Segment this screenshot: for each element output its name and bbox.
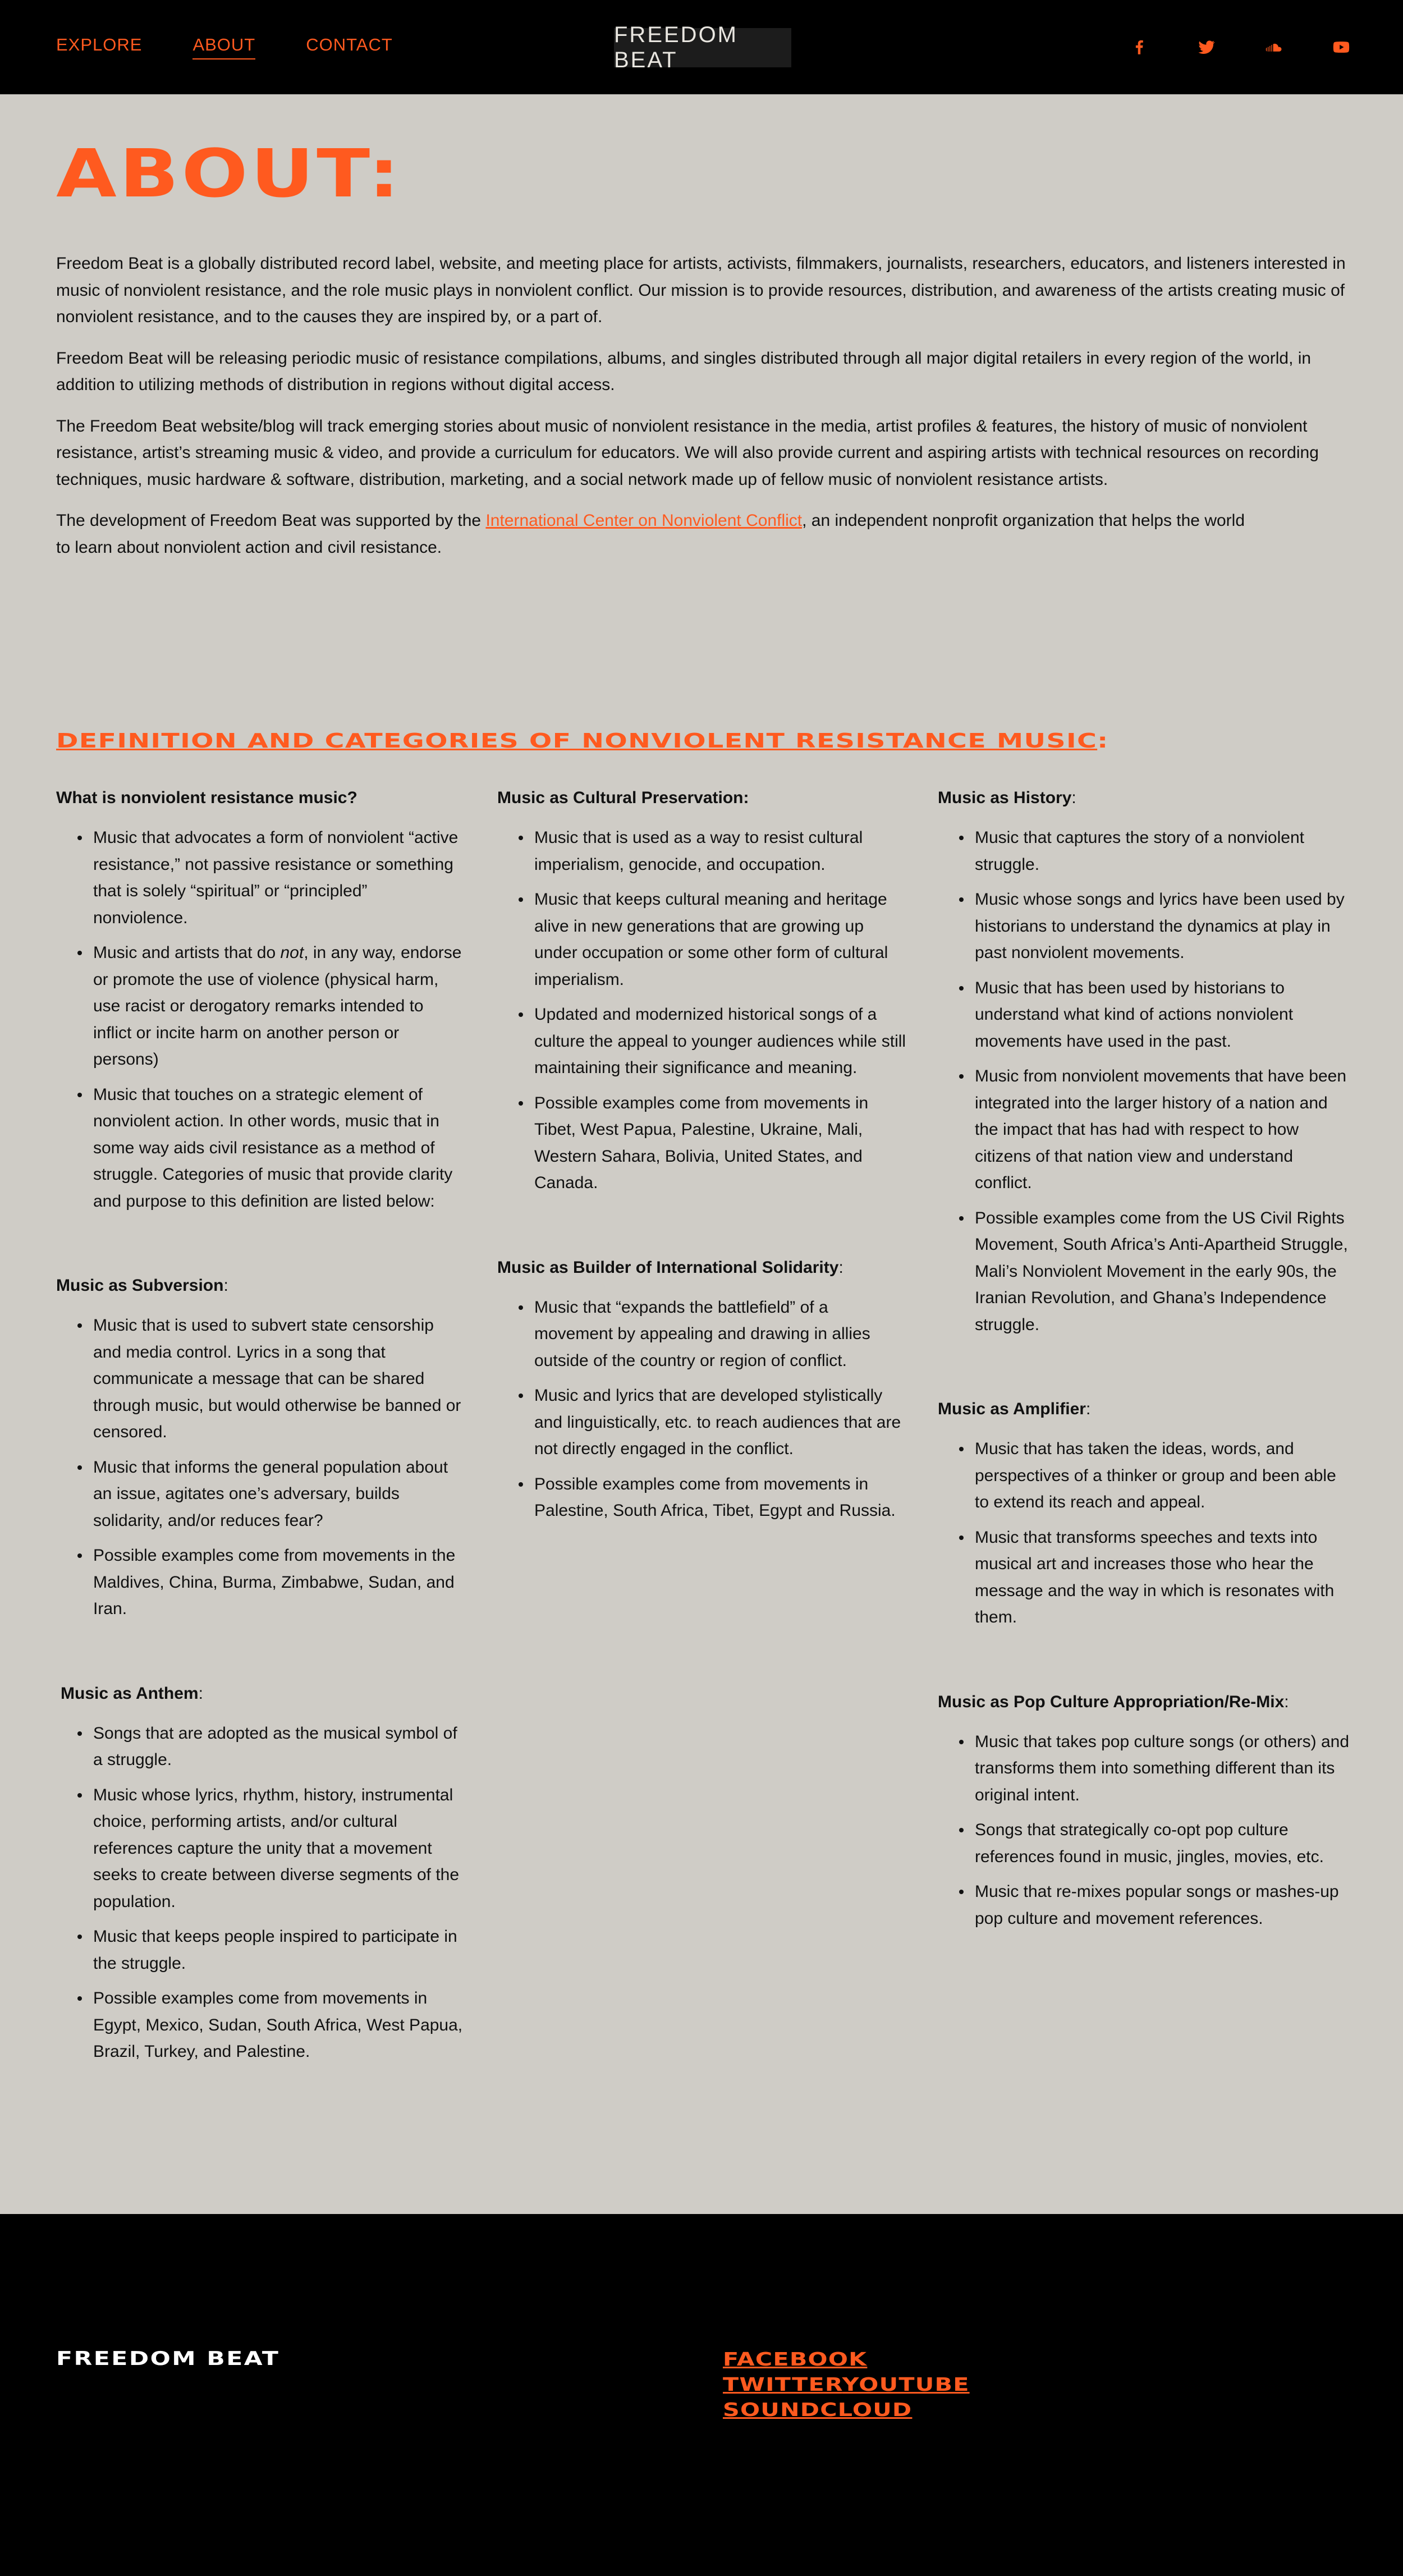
list-item: Possible examples come from movements in Egypt, Mexico, Sudan, South Africa, West Papua, Brazil, Turkey, and Palestine. — [56, 1985, 466, 2065]
p4-post: , an independent nonprofit organization that helps the world to learn about nonviolent action and civil resistance. — [56, 511, 1245, 557]
list-item: Music from nonviolent movements that have been integrated into the larger history of a nation and the impact that has had with respect to how citizens of that nation view and understand conflict. — [938, 1063, 1353, 1197]
footer-brand: FREEDOM BEAT — [56, 2348, 280, 2370]
what-title: What is nonviolent resistance music? — [56, 789, 357, 807]
amplifier-title-text: Music as Amplifier — [938, 1400, 1086, 1418]
amplifier-block — [938, 1400, 1353, 1631]
footer-twitter-link[interactable]: TWITTER — [723, 2373, 842, 2395]
amplifier-list — [938, 1436, 1353, 1631]
list-item: Music that is used to subvert state censorship and media control. Lyrics in a song that communicate a message that can be shared through music, but would otherwise be banned or censored. — [56, 1312, 466, 1446]
solidarity-block — [497, 1258, 907, 1524]
anthem-title-text: Music as Anthem — [61, 1684, 199, 1703]
list-item: Music that touches on a strategic element of nonviolent action. In other words, music that in some way aids civil resistance as a method of struggle. Categories of music that provide clarity and purpose to this definition are listed below: — [56, 1081, 466, 1215]
list-item: Music and lyrics that are developed stylistically and linguistically, etc. to reach audiences that are not directly engaged in the conflict. — [497, 1382, 907, 1463]
site-footer — [0, 2214, 1403, 2576]
popculture-title-text: Music as Pop Culture Appropriation/Re-Mix — [938, 1692, 1285, 1711]
nav-contact[interactable]: CONTACT — [306, 35, 393, 54]
p4-pre: The development of Freedom Beat was supported by the — [56, 511, 486, 530]
item2-pre: Music and artists that do — [93, 943, 281, 962]
list-item: Music that informs the general population about an issue, agitates one’s adversary, builds solidarity, and/or reduces fear? — [56, 1454, 466, 1534]
youtube-icon[interactable] — [1313, 28, 1369, 66]
definitions-column-1 — [56, 789, 466, 2099]
list-item: Songs that strategically co-opt pop culture references found in music, jingles, movies, etc. — [938, 1817, 1353, 1870]
nav-about[interactable]: ABOUT — [192, 35, 255, 59]
solidarity-title — [497, 1258, 907, 1277]
subversion-list — [56, 1312, 466, 1622]
list-item: Updated and modernized historical songs of a culture the appeal to younger audiences while still maintaining their significance and meaning. — [497, 1001, 907, 1081]
list-item: Music that keeps cultural meaning and heritage alive in new generations that are growing up under occupation or some other form of cultural imperialism. — [497, 886, 907, 993]
definitions-title-text: DEFINITION AND CATEGORIES OF NONVIOLENT RESISTANCE MUSIC — [56, 730, 1098, 753]
footer-soundcloud-link[interactable]: SOUNDCLOUD — [723, 2399, 913, 2421]
history-list — [938, 824, 1353, 1338]
list-item: Possible examples come from movements in Tibet, West Papua, Palestine, Ukraine, Mali, Western Sahara, Bolivia, United States, and Canada. — [497, 1090, 907, 1197]
anthem-list — [56, 1720, 466, 2065]
anthem-colon: : — [198, 1684, 203, 1703]
cultural-title: Music as Cultural Preservation: — [497, 789, 749, 807]
icnc-link[interactable]: International Center on Nonviolent Conflict — [485, 511, 803, 530]
list-item: Music that has taken the ideas, words, and perspectives of a thinker or group and been able to extend its reach and appeal. — [938, 1436, 1353, 1516]
subversion-title-text: Music as Subversion — [56, 1276, 224, 1295]
what-block — [56, 789, 466, 1214]
list-item: Music that advocates a form of nonviolent “active resistance,” not passive resistance or something that is solely “spiritual” or “principled” nonviolence. — [56, 824, 466, 931]
facebook-icon[interactable] — [1111, 28, 1167, 66]
popculture-colon: : — [1284, 1692, 1289, 1711]
history-block — [938, 789, 1353, 1338]
site-logo[interactable]: FREEDOM BEAT — [614, 28, 791, 67]
list-item: Music that keeps people inspired to participate in the struggle. — [56, 1923, 466, 1977]
list-item: Possible examples come from movements in Palestine, South Africa, Tibet, Egypt and Russia. — [497, 1471, 907, 1524]
list-item: Music whose lyrics, rhythm, history, instrumental choice, performing artists, and/or cultural references capture the unity that a movement seeks to create between diverse segments of the population. — [56, 1782, 466, 1915]
item2-emphasis: not — [280, 943, 304, 962]
about-intro — [56, 250, 1347, 561]
definitions-column-2 — [497, 789, 907, 1558]
footer-social-links — [723, 2346, 1116, 2422]
definitions-column-3 — [938, 789, 1353, 1965]
list-item: Music that transforms speeches and texts into musical art and increases those who hear the message and the way in which is resonates with them. — [938, 1524, 1353, 1631]
list-item: Songs that are adopted as the musical symbol of a struggle. — [56, 1720, 466, 1773]
list-item: Music whose songs and lyrics have been used by historians to understand the dynamics at play in past nonviolent movements. — [938, 886, 1353, 966]
solidarity-list — [497, 1294, 907, 1524]
twitter-icon[interactable] — [1179, 28, 1235, 66]
popculture-title — [938, 1693, 1353, 1712]
about-paragraph-3: The Freedom Beat website/blog will track emerging stories about music of nonviolent resistance in the media, artist profiles & features, the history of music of nonviolent resistance, artist’s streaming music & video, and provide a curriculum for educators. We will also provide current and aspiring artists with technical resources on recording techniques, music hardware & software, distribution, marketing, and a social network made up of fellow music of nonviolent resistance artists. — [56, 416, 1319, 489]
what-list — [56, 824, 466, 1214]
about-paragraph-2: Freedom Beat will be releasing periodic music of resistance compilations, albums, and singles distributed through all major digital retailers in every region of the world, in addition to utilizing methods of distribution in regions without digital access. — [56, 349, 1312, 394]
list-item: Possible examples come from movements in the Maldives, China, Burma, Zimbabwe, Sudan, and Iran. — [56, 1542, 466, 1622]
list-item: Possible examples come from the US Civil Rights Movement, South Africa’s Anti-Apartheid Struggle, Mali’s Nonviolent Movement in the early 90s, the Iranian Revolution, and Ghana’s Independence struggle. — [938, 1205, 1353, 1339]
popculture-list — [938, 1729, 1353, 1932]
popculture-block — [938, 1693, 1353, 1932]
list-item: Music that is used as a way to resist cultural imperialism, genocide, and occupation. — [497, 824, 907, 878]
subversion-colon: : — [223, 1276, 228, 1295]
list-item: Music that captures the story of a nonviolent struggle. — [938, 824, 1353, 878]
list-item: Music that takes pop culture songs (or others) and transforms them into something different than its original intent. — [938, 1729, 1353, 1809]
anthem-block — [56, 1684, 466, 2065]
list-item: Music that has been used by historians to understand what kind of actions nonviolent movements have used in the past. — [938, 975, 1353, 1055]
subversion-title — [56, 1276, 466, 1295]
history-colon: : — [1071, 789, 1076, 807]
footer-facebook-link[interactable]: FACEBOOK — [723, 2348, 868, 2370]
main-nav — [56, 35, 393, 59]
nav-explore[interactable]: EXPLORE — [56, 35, 143, 54]
solidarity-title-text: Music as Builder of International Solidarity — [497, 1258, 839, 1277]
cultural-list — [497, 824, 907, 1197]
history-title-text: Music as History — [938, 789, 1072, 807]
about-paragraph-4 — [56, 507, 1263, 561]
amplifier-colon: : — [1085, 1400, 1091, 1418]
page-title: ABOUT: — [56, 135, 402, 212]
about-paragraph-1: Freedom Beat is a globally distributed record label, website, and meeting place for artists, activists, filmmakers, journalists, researchers, educators, and listeners interested in music of nonviolent resistance, and the role music plays in nonviolent conflict. Our mission is to provide resources, distribution, and awareness of the artists creating music of nonviolent resistance, and to the causes they are inspired by, or a part of. — [56, 254, 1346, 326]
footer-youtube-link[interactable]: YOUTUBE — [842, 2373, 970, 2395]
amplifier-title — [938, 1400, 1353, 1419]
subversion-block — [56, 1276, 466, 1622]
history-title — [938, 789, 1353, 808]
site-header — [0, 0, 1403, 94]
about-section — [56, 135, 1347, 575]
anthem-title — [56, 1684, 466, 1703]
list-item: Music that re-mixes popular songs or mashes-up pop culture and movement references. — [938, 1878, 1353, 1932]
definitions-title-colon: : — [1097, 730, 1109, 753]
item2-post: , in any way, endorse or promote the use of violence (physical harm, use racist or derogatory remarks intended to inflict or incite harm on another person or persons) — [93, 943, 462, 1069]
list-item: Music that “expands the battlefield” of a movement by appealing and drawing in allies outside of the country or region of conflict. — [497, 1294, 907, 1374]
cultural-block — [497, 789, 907, 1197]
list-item — [56, 939, 466, 1073]
solidarity-colon: : — [838, 1258, 843, 1277]
social-links — [1111, 28, 1369, 66]
soundcloud-icon[interactable] — [1246, 28, 1302, 66]
definitions-title — [56, 730, 1108, 753]
